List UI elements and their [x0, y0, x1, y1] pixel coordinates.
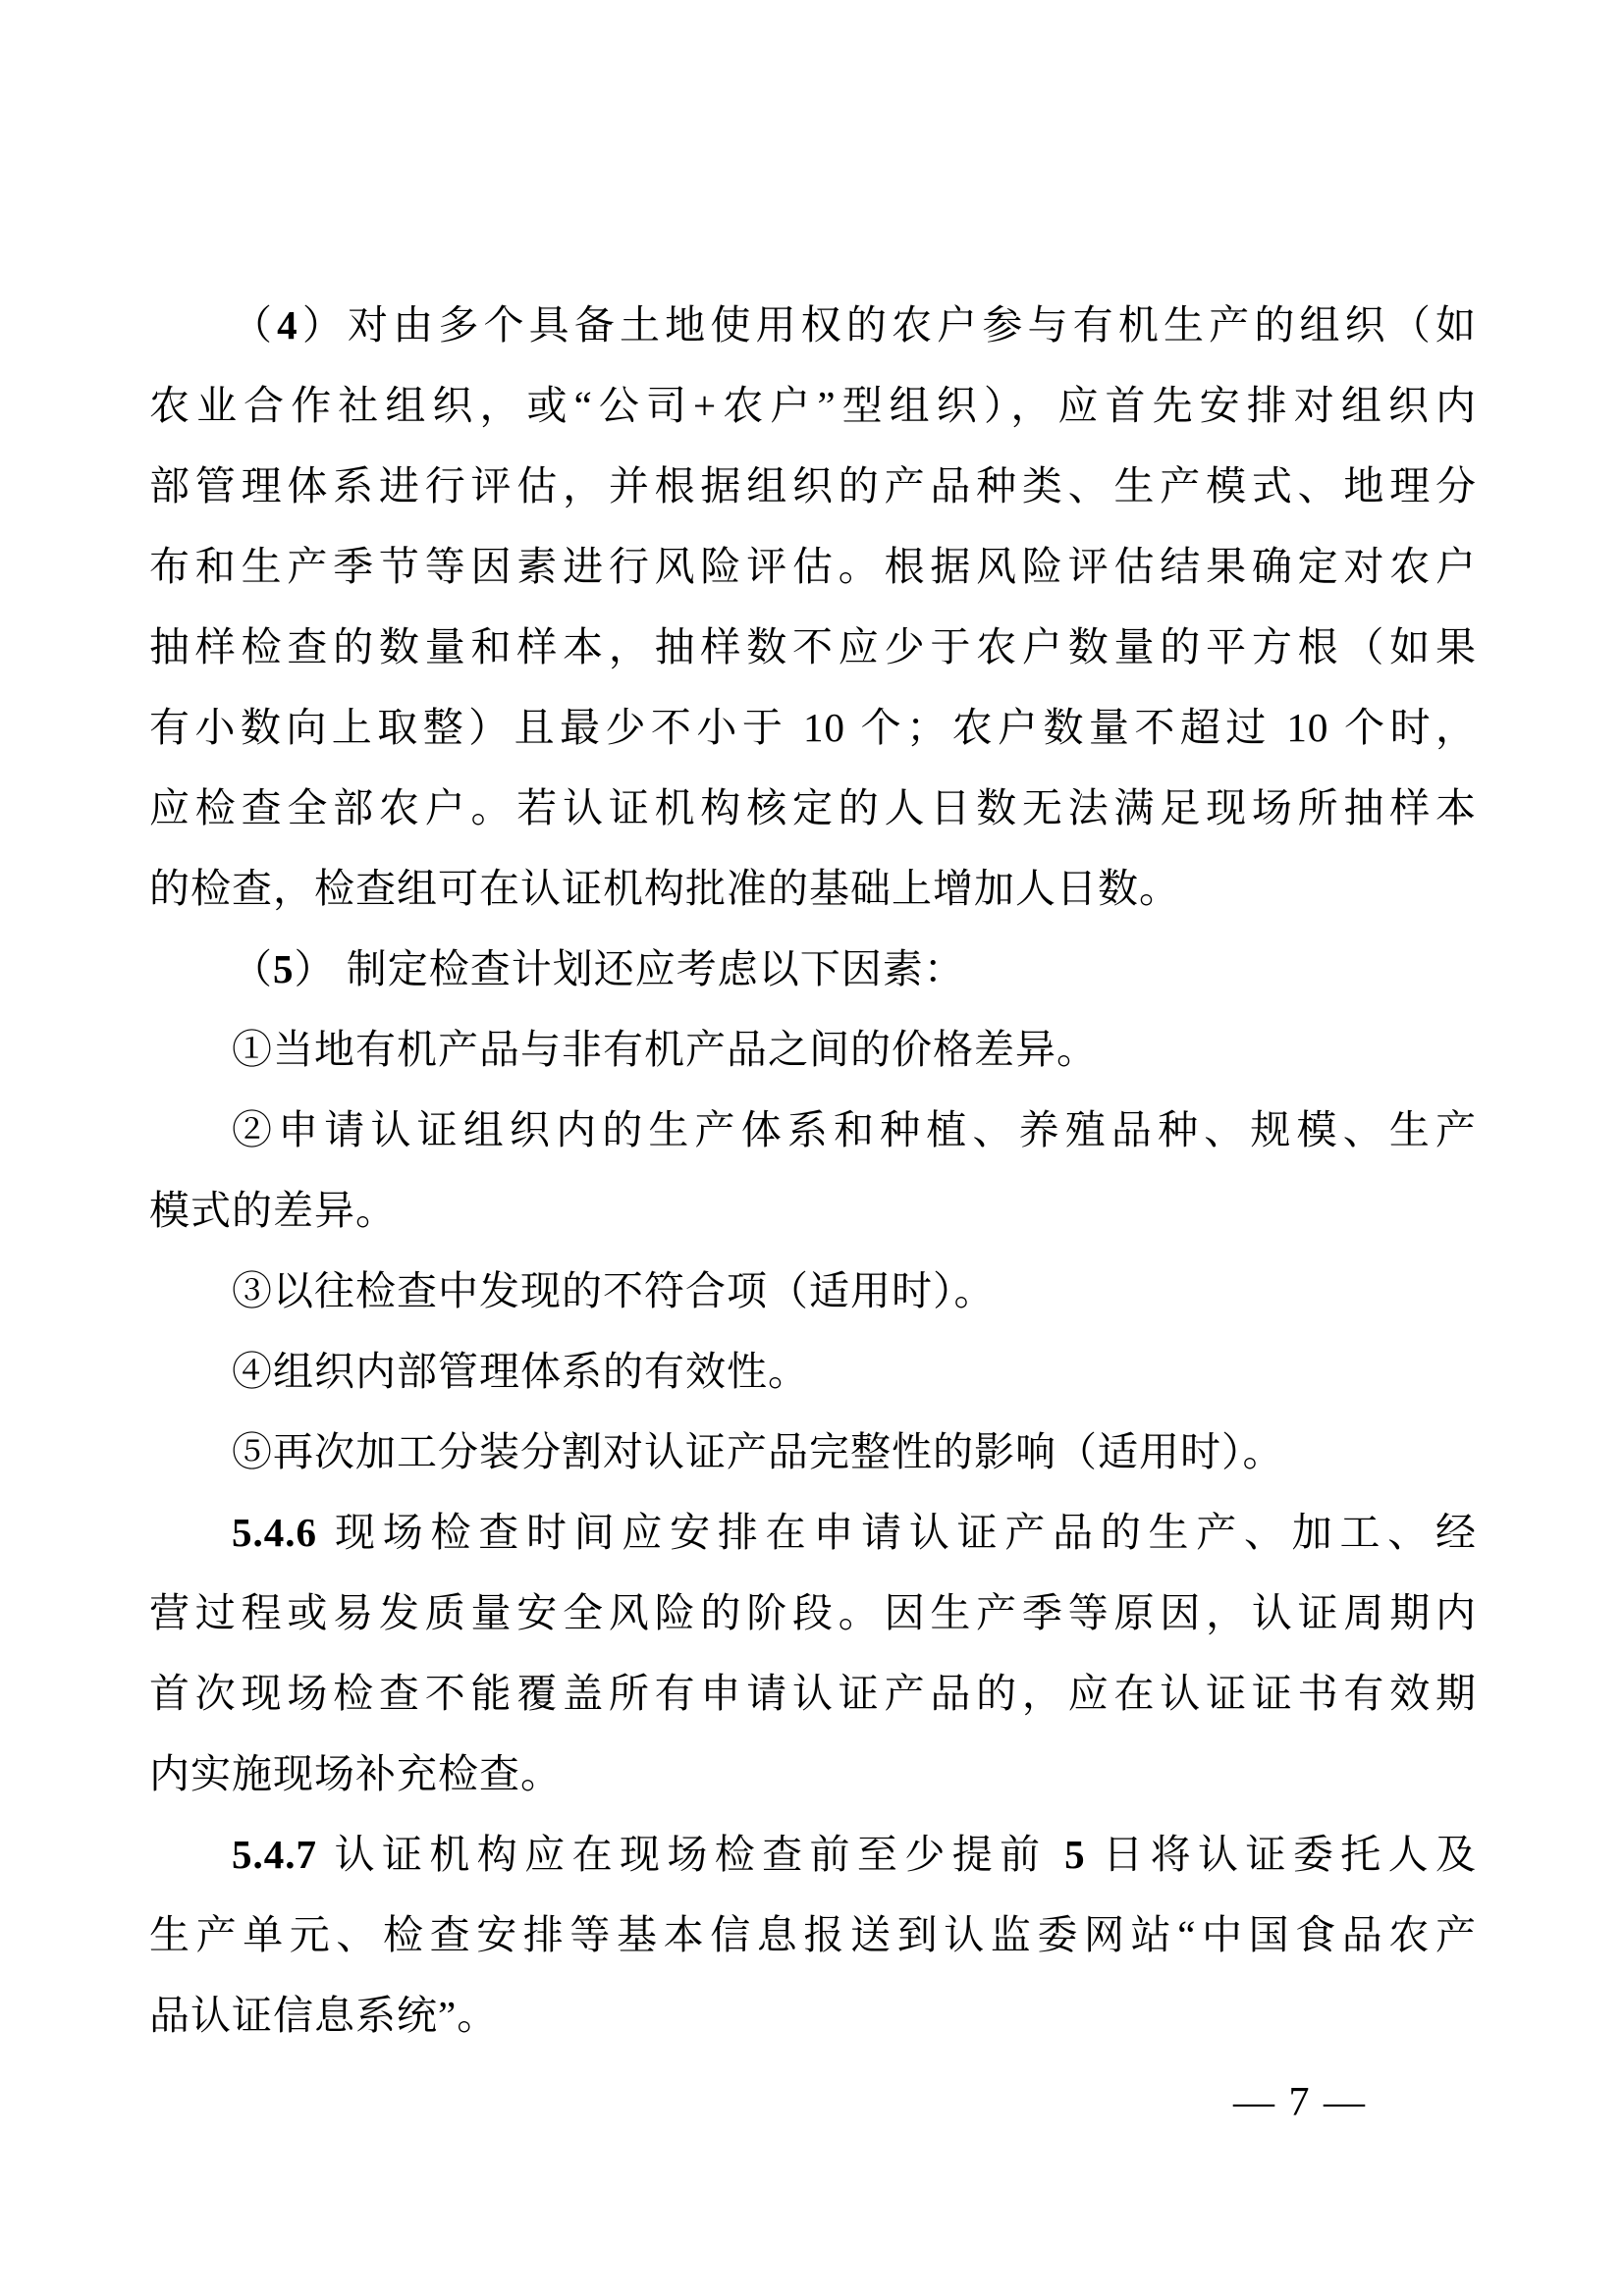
- bold-number: 5: [273, 946, 295, 991]
- text-segment: 日将认证委托人及: [1085, 1832, 1477, 1877]
- bold-number: 5.4.7: [232, 1832, 317, 1877]
- text-segment: 首次现场检查不能覆盖所有申请认证产品的，应在认证证书有效期: [149, 1671, 1477, 1716]
- page-number: — 7 —: [1233, 2080, 1367, 2125]
- text-segment: ④组织内部管理体系的有效性。: [232, 1349, 809, 1394]
- text-line: [149, 1814, 1477, 1895]
- text-segment: ③以往检查中发现的不符合项（适用时）。: [232, 1268, 996, 1313]
- text-segment: 的检查，检查组可在认证机构批准的基础上增加人日数。: [149, 866, 1180, 911]
- text-segment: 生产单元、检查安排等基本信息报送到认监委网站“中国食品农产: [149, 1912, 1477, 1957]
- text-segment: ⑤再次加工分装分割对认证产品完整性的影响（适用时）。: [232, 1429, 1284, 1474]
- text-segment: （: [232, 946, 273, 991]
- text-segment: 个；农户数量不超过: [844, 705, 1287, 750]
- text-line: [149, 1492, 1477, 1573]
- text-line: [149, 687, 1477, 768]
- text-segment: 10: [802, 705, 845, 750]
- text-line: [149, 1251, 1477, 1331]
- text-line: [149, 1412, 1477, 1492]
- text-segment: 个时，: [1328, 705, 1477, 750]
- text-line: [149, 1573, 1477, 1653]
- text-segment: 品认证信息系统”。: [149, 1993, 499, 2038]
- text-line: [149, 526, 1477, 607]
- text-segment: 内实施现场补充检查。: [149, 1751, 562, 1796]
- text-segment: 10: [1286, 705, 1329, 750]
- text-line: [149, 848, 1477, 929]
- bold-number: 4: [277, 302, 298, 347]
- text-line: [149, 768, 1477, 848]
- text-line: [149, 1331, 1477, 1412]
- text-line: [149, 1895, 1477, 1975]
- text-line: [149, 446, 1477, 526]
- text-segment: 应检查全部农户。若认证机构核定的人日数无法满足现场所抽样本: [149, 785, 1477, 830]
- text-line: [149, 1090, 1477, 1170]
- text-segment: ②申请认证组织内的生产体系和种植、养殖品种、规模、生产: [232, 1107, 1477, 1152]
- bold-number: 5.4.6: [232, 1510, 317, 1555]
- text-segment: （: [232, 302, 278, 347]
- bold-number: 5: [1064, 1832, 1086, 1877]
- text-line: [149, 1653, 1477, 1734]
- text-segment: 抽样检查的数量和样本，抽样数不应少于农户数量的平方根（如果: [149, 624, 1477, 669]
- text-line: [149, 1975, 1477, 2056]
- text-segment: ①当地有机产品与非有机产品之间的价格差异。: [232, 1027, 1098, 1072]
- text-line: [149, 607, 1477, 687]
- text-segment: 部管理体系进行评估，并根据组织的产品种类、生产模式、地理分: [149, 463, 1477, 508]
- text-segment: ） 制定检查计划还应考虑以下因素：: [294, 946, 965, 991]
- text-line: [149, 929, 1477, 1009]
- text-line: [149, 1170, 1477, 1251]
- text-line: [149, 1734, 1477, 1814]
- text-segment: 现场检查时间应安排在申请认证产品的生产、加工、经: [317, 1510, 1477, 1555]
- text-segment: 营过程或易发质量安全风险的阶段。因生产季等原因，认证周期内: [149, 1590, 1477, 1635]
- text-line: [149, 1009, 1477, 1090]
- text-line: [149, 285, 1477, 365]
- text-line: [149, 365, 1477, 446]
- text-block: [149, 285, 1477, 2056]
- text-segment: ）对由多个具备土地使用权的农户参与有机生产的组织（如: [298, 302, 1477, 347]
- text-segment: 模式的差异。: [149, 1188, 397, 1233]
- text-segment: 布和生产季节等因素进行风险评估。根据风险评估结果确定对农户: [149, 544, 1477, 589]
- text-segment: 农业合作社组织，或“公司+农户”型组织），应首先安排对组织内: [149, 383, 1477, 428]
- text-segment: 有小数向上取整）且最少不小于: [149, 705, 803, 750]
- text-segment: 认证机构应在现场检查前至少提前: [317, 1832, 1065, 1877]
